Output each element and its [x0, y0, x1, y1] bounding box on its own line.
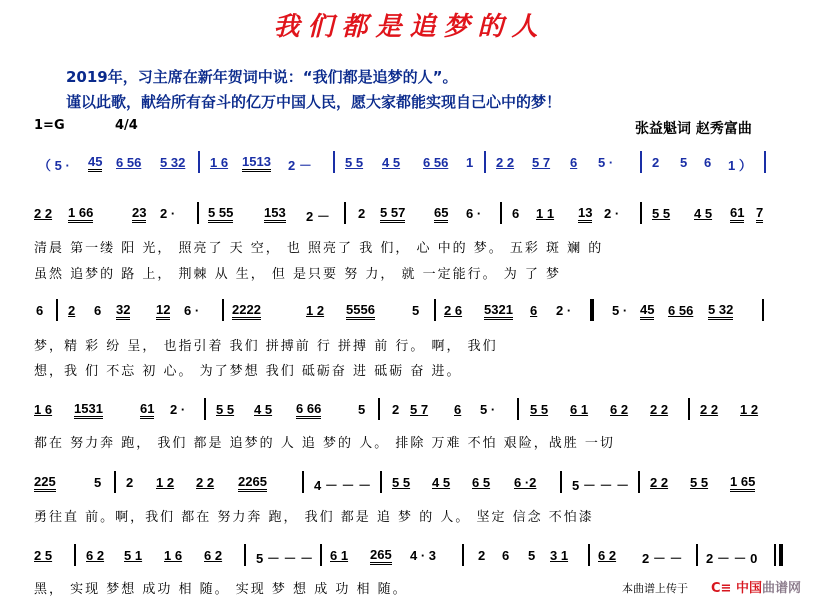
- note-group: 6: [512, 206, 520, 221]
- site-logo[interactable]: [711, 577, 801, 596]
- note-group: 2 －: [306, 209, 330, 224]
- dedication-line-1: 2019年，习主席在新年贺词中说：“我们都是追梦的人”。: [66, 68, 458, 86]
- barline: [434, 299, 436, 321]
- note-group: 4 － － －: [314, 478, 372, 493]
- note-group: 6: [704, 155, 712, 170]
- note-group: 2 6: [444, 303, 463, 318]
- barline: [517, 398, 519, 420]
- note-group: 2 2: [196, 475, 215, 490]
- logo-text-primary: 中国: [735, 581, 762, 596]
- note-group: 6 66: [296, 402, 321, 419]
- note-group: 2 2: [650, 475, 669, 490]
- note-group: 2 2: [34, 206, 53, 221]
- note-group: 5 5: [392, 475, 411, 490]
- note-group: 2 2: [700, 402, 719, 417]
- barline: [774, 544, 776, 566]
- note-group: 1 2: [156, 475, 175, 490]
- note-group: 1 6: [210, 155, 229, 170]
- barline: [378, 398, 380, 420]
- note-group: 5 5: [690, 475, 709, 490]
- lyric-verse-1: 黑， 实现 梦想 成功 相 随。 实现 梦 想 成 功 相 随。: [34, 582, 408, 597]
- note-group: 5 5: [216, 402, 235, 417]
- barline: [696, 544, 698, 566]
- note-group: 2: [652, 155, 660, 170]
- note-group: 65: [434, 206, 448, 223]
- note-group: 2 － －: [642, 551, 683, 566]
- barline: [588, 544, 590, 566]
- note-group: 6: [502, 548, 510, 563]
- note-group: 5 57: [380, 206, 405, 223]
- barline: [197, 202, 199, 224]
- barline: [500, 202, 502, 224]
- note-group: 5556: [346, 303, 375, 320]
- lyric-verse-1: 清晨 第一缕 阳 光， 照亮了 天 空， 也 照亮了 我 们， 心 中的 梦。 五彩 斑 斓 的: [34, 241, 604, 256]
- note-group: 2 ·: [604, 206, 620, 221]
- note-group: 2: [478, 548, 486, 563]
- note-group: 23: [132, 206, 146, 223]
- note-group: 5 － － －: [256, 551, 314, 566]
- barline: [640, 202, 642, 224]
- note-group: 45: [640, 303, 654, 320]
- note-group: 2 2: [496, 155, 515, 170]
- barline: [640, 151, 642, 173]
- barline: [244, 544, 246, 566]
- barline: [56, 299, 58, 321]
- note-group: 1 6: [34, 402, 53, 417]
- note-group: 5321: [484, 303, 513, 320]
- key-signature: 1=G: [34, 118, 65, 133]
- note-group: 6 2: [598, 548, 617, 563]
- upload-note: 本曲谱上传于: [622, 582, 688, 595]
- note-group: 225: [34, 475, 56, 492]
- barline: [204, 398, 206, 420]
- note-group: 1 2: [740, 402, 759, 417]
- note-group: 61: [140, 402, 154, 419]
- song-title: 我们都是追梦的人: [273, 12, 546, 42]
- barline: [380, 471, 382, 493]
- note-group: 1531: [74, 402, 103, 419]
- note-group: 6 2: [610, 402, 629, 417]
- logo-mark-icon: C≡: [711, 581, 732, 596]
- barline: [688, 398, 690, 420]
- repeat-barline: [590, 299, 594, 321]
- note-group: 1513: [242, 155, 271, 172]
- note-group: 6 5: [472, 475, 491, 490]
- note-group: 45: [88, 155, 102, 172]
- note-group: 2: [68, 303, 76, 318]
- final-barline: [779, 544, 783, 566]
- logo-text-secondary: 曲谱网: [761, 581, 801, 596]
- note-group: 4 5: [432, 475, 451, 490]
- lyric-verse-2: 虽然 追梦的 路 上， 荆棘 从 生， 但 是只要 努 力， 就 一定能行。 为 了 梦: [34, 267, 561, 282]
- note-group: 6 ·: [184, 303, 200, 318]
- note-group: 5 ·: [480, 402, 496, 417]
- barline: [762, 299, 764, 321]
- note-group: 5 5: [345, 155, 364, 170]
- note-group: 4 · 3: [410, 548, 437, 563]
- note-group: 6: [94, 303, 102, 318]
- note-group: 5 32: [160, 155, 186, 170]
- note-group: （ 5 ·: [38, 158, 70, 173]
- note-group: 1 1: [536, 206, 555, 221]
- note-group: 1 65: [730, 475, 755, 492]
- note-group: 6 ·2: [514, 475, 537, 490]
- note-group: 6 2: [204, 548, 223, 563]
- note-group: 6: [36, 303, 44, 318]
- dedication-line-2: 谨以此歌，献给所有奋斗的亿万中国人民，愿大家都能实现自己心中的梦！: [66, 93, 562, 111]
- lyric-verse-1: 梦，精 彩 纷 呈， 也指引着 我们 拼搏前 行 拼搏 前 行。 啊， 我们: [34, 339, 498, 354]
- note-group: 5: [680, 155, 688, 170]
- barline: [320, 544, 322, 566]
- barline: [462, 544, 464, 566]
- note-group: 5 － － －: [572, 478, 630, 493]
- note-group: 2: [126, 475, 134, 490]
- note-group: 5: [528, 548, 536, 563]
- note-group: 5 ·: [612, 303, 628, 318]
- note-group: 1 6: [164, 548, 183, 563]
- note-group: 1 66: [68, 206, 93, 223]
- note-group: 4 5: [382, 155, 401, 170]
- note-group: 4 5: [254, 402, 273, 417]
- note-group: 6 ·: [466, 206, 482, 221]
- note-group: 265: [370, 548, 392, 565]
- note-group: 6 2: [86, 548, 105, 563]
- barline: [560, 471, 562, 493]
- lyric-verse-1: 勇往直 前。啊，我们 都在 努力奔 跑， 我们 都是 追 梦 的 人。 坚定 信念 不怕漆: [34, 510, 594, 525]
- note-group: 2: [358, 206, 366, 221]
- note-group: 7: [756, 206, 763, 223]
- note-group: 5: [412, 303, 420, 318]
- note-group: 32: [116, 303, 130, 320]
- note-group: 2 － － 0: [706, 551, 758, 566]
- note-group: 2 2: [650, 402, 669, 417]
- note-group: 6 1: [330, 548, 349, 563]
- note-group: 2: [392, 402, 400, 417]
- lyric-verse-1: 都在 努力奔 跑， 我们 都是 追梦的 人 追 梦的 人。 排除 万难 不怕 艰险，战胜 一切: [34, 436, 615, 451]
- note-group: 153: [264, 206, 286, 223]
- note-group: 2 ·: [170, 402, 186, 417]
- note-group: 3 1: [550, 548, 569, 563]
- note-group: 2 ·: [160, 206, 176, 221]
- note-group: 61: [730, 206, 744, 223]
- barline: [198, 151, 200, 173]
- note-group: 6: [570, 155, 578, 170]
- note-group: 6: [530, 303, 538, 318]
- note-group: 6: [454, 402, 462, 417]
- note-group: 5 5: [530, 402, 549, 417]
- note-group: 1: [466, 155, 474, 170]
- note-group: 12: [156, 303, 170, 320]
- note-group: 5 7: [410, 402, 429, 417]
- note-group: 5 7: [532, 155, 551, 170]
- note-group: 5: [358, 402, 366, 417]
- note-group: 2222: [232, 303, 261, 320]
- note-group: 6 1: [570, 402, 589, 417]
- note-group: 6 56: [423, 155, 449, 170]
- note-group: 2 ·: [556, 303, 572, 318]
- barline: [114, 471, 116, 493]
- note-group: 1 2: [306, 303, 325, 318]
- note-group: 2 5: [34, 548, 53, 563]
- note-group: 5 5: [652, 206, 671, 221]
- time-signature: 4/4: [115, 118, 138, 133]
- composer-credit: 张益魁词 赵秀富曲: [635, 121, 752, 137]
- lyric-verse-2: 想，我 们 不忘 初 心。 为了梦想 我们 砥砺奋 进 砥砺 奋 进。: [34, 364, 462, 379]
- barline: [484, 151, 486, 173]
- note-group: 5 55: [208, 206, 233, 223]
- barline: [333, 151, 335, 173]
- note-group: 2265: [238, 475, 267, 492]
- note-group: 5 32: [708, 303, 733, 320]
- barline: [638, 471, 640, 493]
- barline: [302, 471, 304, 493]
- note-group: 6 56: [668, 303, 694, 318]
- barline: [344, 202, 346, 224]
- note-group: 1 ）: [728, 158, 752, 173]
- barline: [222, 299, 224, 321]
- note-group: 13: [578, 206, 592, 223]
- note-group: 5: [94, 475, 102, 490]
- note-group: 6 56: [116, 155, 142, 170]
- note-group: 5 1: [124, 548, 143, 563]
- note-group: 2 －: [288, 158, 312, 173]
- note-group: 4 5: [694, 206, 713, 221]
- barline: [764, 151, 766, 173]
- barline: [74, 544, 76, 566]
- note-group: 5 ·: [598, 155, 614, 170]
